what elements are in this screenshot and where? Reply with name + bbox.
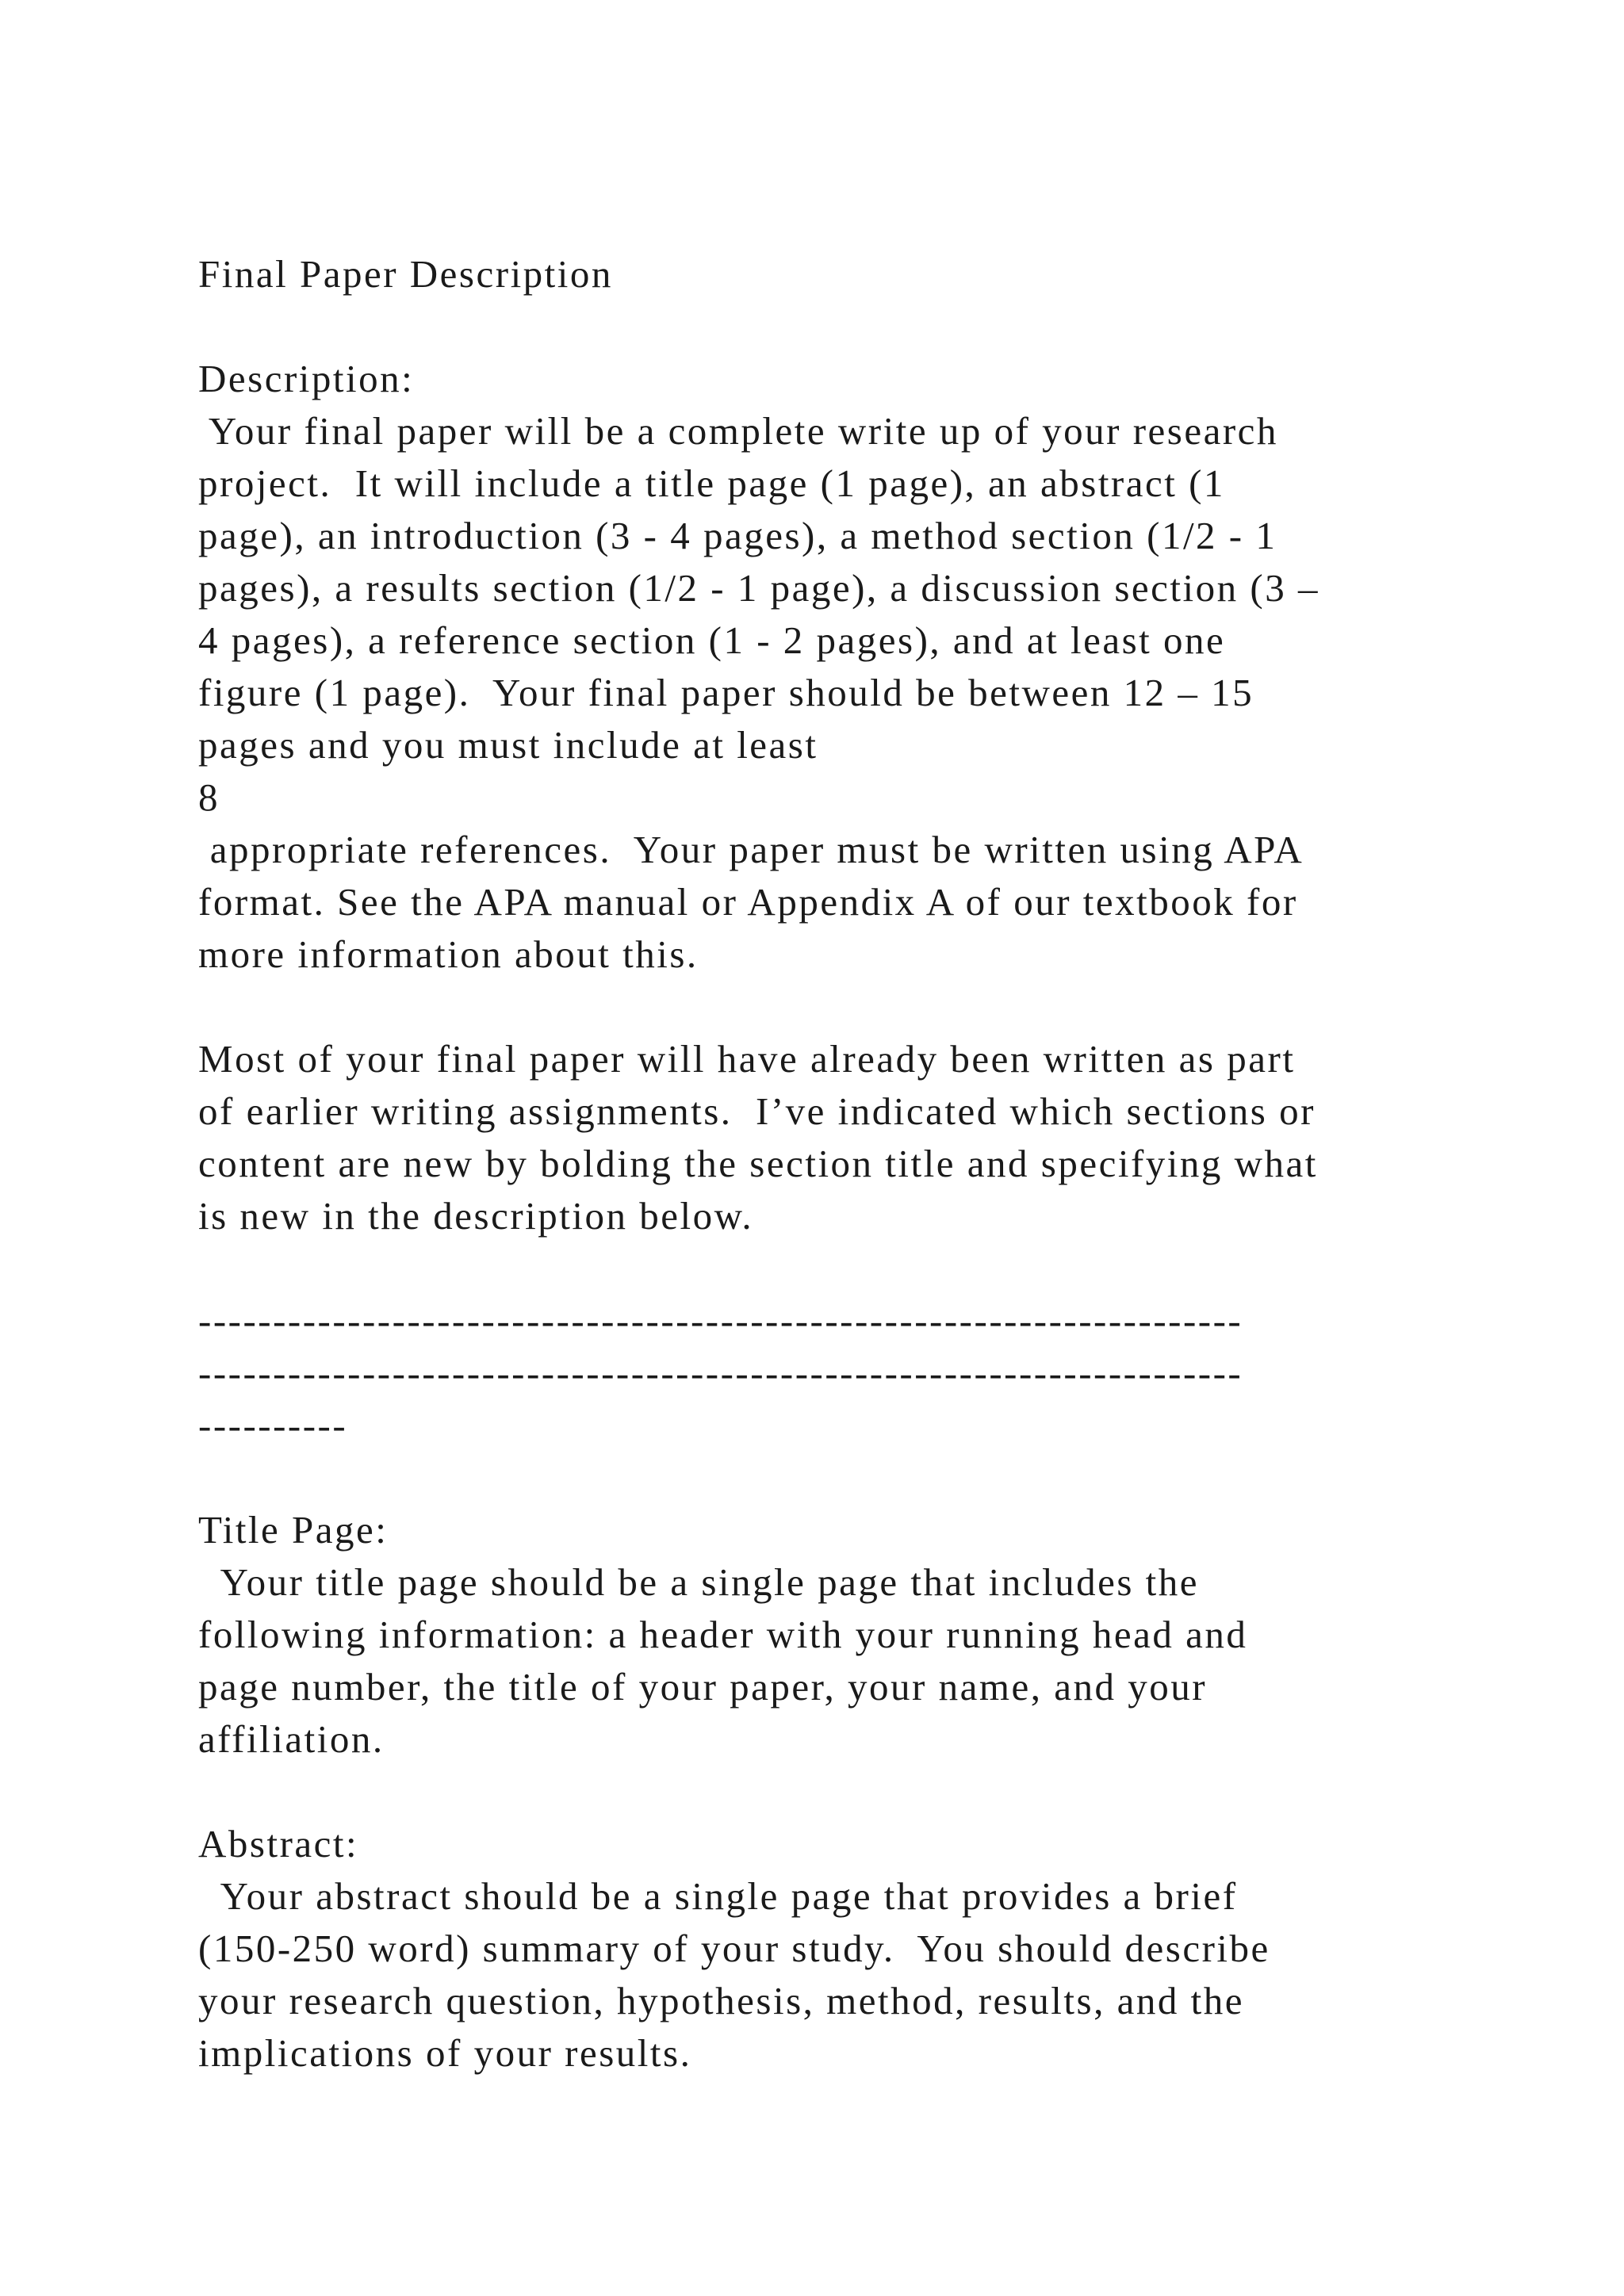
- intro-line: content are new by bolding the section title and specifying what: [198, 1142, 1318, 1185]
- blank-line: [198, 981, 1530, 1033]
- reference-count: 8: [198, 775, 220, 819]
- divider-line: ----------------------------------------------------------------------: [198, 1299, 1243, 1342]
- intro-line: of earlier writing assignments. I’ve indicated which sections or: [198, 1089, 1316, 1133]
- divider-line: ----------------------------------------------------------------------: [198, 1351, 1243, 1395]
- title-page-line: following information: a header with your running head and: [198, 1613, 1248, 1656]
- blank-line: [198, 1452, 1530, 1504]
- document-title: Final Paper Description: [198, 252, 613, 296]
- abstract-line: (150-250 word) summary of your study. You should describe: [198, 1927, 1270, 1970]
- abstract-line: Your abstract should be a single page that provides a brief: [198, 1874, 1238, 1918]
- description-line: 4 pages), a reference section (1 - 2 pages), and at least one: [198, 618, 1226, 662]
- divider-line: ----------: [198, 1403, 348, 1447]
- description-line: pages), a results section (1/2 - 1 page), a discussion section (3 –: [198, 566, 1320, 610]
- document-body: [198, 248, 1530, 2080]
- title-page-line: Your title page should be a single page that includes the: [198, 1560, 1200, 1604]
- intro-line: is new in the description below.: [198, 1194, 754, 1238]
- title-page-line: page number, the title of your paper, your name, and your: [198, 1665, 1208, 1709]
- abstract-line: your research question, hypothesis, method, results, and the: [198, 1979, 1244, 2022]
- description-line: pages and you must include at least: [198, 723, 818, 767]
- description-line: appropriate references. Your paper must be written using APA: [198, 828, 1304, 871]
- blank-line: [198, 300, 1530, 353]
- intro-line: Most of your final paper will have already been written as part: [198, 1037, 1296, 1081]
- description-heading: Description:: [198, 357, 415, 400]
- blank-line: [198, 1242, 1530, 1295]
- description-line: page), an introduction (3 - 4 pages), a method section (1/2 - 1: [198, 514, 1277, 557]
- description-line: format. See the APA manual or Appendix A of our textbook for: [198, 880, 1298, 924]
- description-line: figure (1 page). Your final paper should be between 12 – 15: [198, 671, 1254, 714]
- abstract-line: implications of your results.: [198, 2031, 692, 2075]
- abstract-heading: Abstract:: [198, 1822, 359, 1866]
- title-page-heading: Title Page:: [198, 1508, 389, 1552]
- description-line: project. It will include a title page (1 page), an abstract (1: [198, 461, 1225, 505]
- description-line: more information about this.: [198, 932, 699, 976]
- blank-line: [198, 1766, 1530, 1818]
- description-line: Your final paper will be a complete write up of your research: [198, 409, 1278, 453]
- title-page-line: affiliation.: [198, 1717, 385, 1761]
